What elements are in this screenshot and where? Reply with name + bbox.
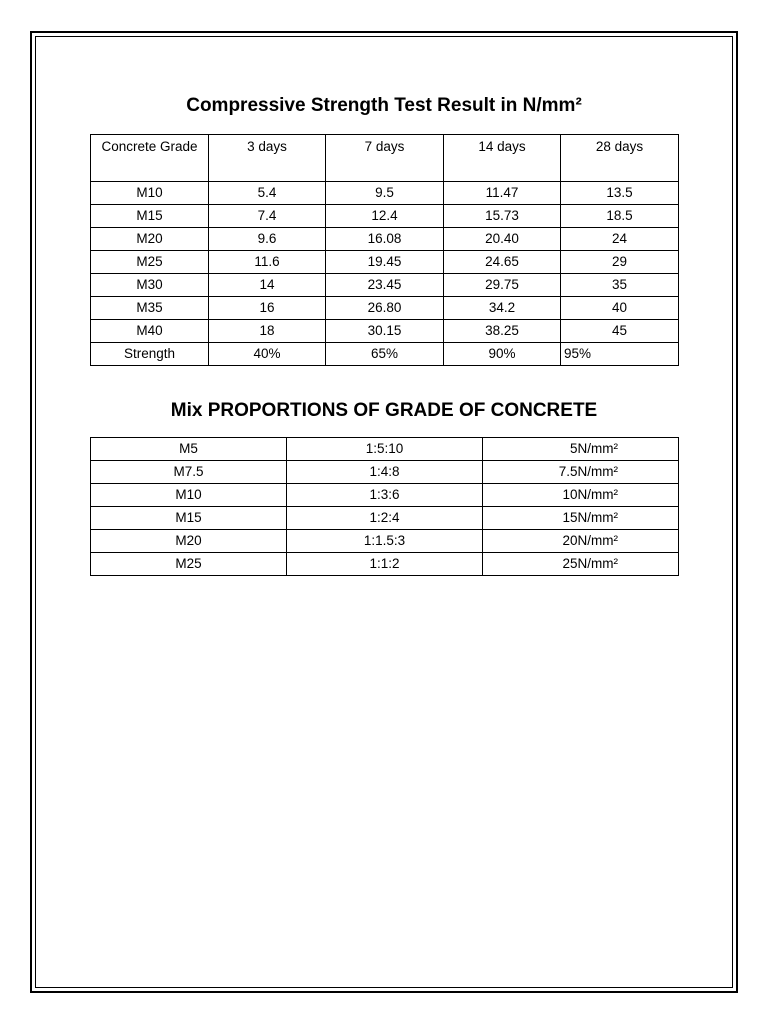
table-row [91,553,679,576]
grade-cell: M20 [91,530,287,553]
table-row [91,182,679,205]
value-cell: 16 [209,297,326,320]
grade-cell: M25 [91,251,209,274]
strength-cell: 15N/mm² [483,507,679,530]
value-cell: 13.5 [561,182,679,205]
strength-label: Strength [91,343,209,366]
grade-cell: M25 [91,553,287,576]
ratio-cell: 1:1:2 [287,553,483,576]
compressive-strength-table [90,134,679,366]
table-header-row [91,135,679,182]
grade-cell: M10 [91,182,209,205]
grade-cell: M30 [91,274,209,297]
strength-cell: 5N/mm² [483,438,679,461]
ratio-cell: 1:2:4 [287,507,483,530]
value-cell: 30.15 [326,320,444,343]
header-3-days: 3 days [209,135,326,182]
table-row [91,274,679,297]
table-row [91,205,679,228]
grade-cell: M5 [91,438,287,461]
value-cell: 45 [561,320,679,343]
value-cell: 11.6 [209,251,326,274]
value-cell: 38.25 [444,320,561,343]
ratio-cell: 1:1.5:3 [287,530,483,553]
value-cell: 9.5 [326,182,444,205]
value-cell: 7.4 [209,205,326,228]
strength-cell: 20N/mm² [483,530,679,553]
table-row [91,507,679,530]
grade-cell: M15 [91,507,287,530]
value-cell: 35 [561,274,679,297]
header-7-days: 7 days [326,135,444,182]
strength-row [91,343,679,366]
table-row [91,228,679,251]
value-cell: 29.75 [444,274,561,297]
value-cell: 34.2 [444,297,561,320]
value-cell: 26.80 [326,297,444,320]
value-cell: 19.45 [326,251,444,274]
strength-cell: 25N/mm² [483,553,679,576]
table-row [91,530,679,553]
percent-cell: 90% [444,343,561,366]
value-cell: 18.5 [561,205,679,228]
value-cell: 20.40 [444,228,561,251]
value-cell: 14 [209,274,326,297]
table-row [91,320,679,343]
mix-proportions-table [90,437,679,576]
percent-cell: 65% [326,343,444,366]
grade-cell: M20 [91,228,209,251]
value-cell: 29 [561,251,679,274]
percent-cell: 95% [561,343,679,366]
value-cell: 9.6 [209,228,326,251]
value-cell: 12.4 [326,205,444,228]
grade-cell: M40 [91,320,209,343]
header-concrete-grade: Concrete Grade [91,135,209,182]
compressive-strength-title: Compressive Strength Test Result in N/mm² [186,95,582,116]
grade-cell: M15 [91,205,209,228]
strength-cell: 7.5N/mm² [483,461,679,484]
value-cell: 40 [561,297,679,320]
table-row [91,251,679,274]
percent-cell: 40% [209,343,326,366]
strength-cell: 10N/mm² [483,484,679,507]
value-cell: 15.73 [444,205,561,228]
grade-cell: M7.5 [91,461,287,484]
ratio-cell: 1:3:6 [287,484,483,507]
value-cell: 18 [209,320,326,343]
header-14-days: 14 days [444,135,561,182]
value-cell: 5.4 [209,182,326,205]
table-row [91,297,679,320]
grade-cell: M10 [91,484,287,507]
table-row [91,461,679,484]
mix-proportions-title: Mix PROPORTIONS OF GRADE OF CONCRETE [170,400,598,421]
table-row [91,484,679,507]
ratio-cell: 1:4:8 [287,461,483,484]
grade-cell: M35 [91,297,209,320]
table-row [91,438,679,461]
value-cell: 16.08 [326,228,444,251]
value-cell: 11.47 [444,182,561,205]
value-cell: 24.65 [444,251,561,274]
ratio-cell: 1:5:10 [287,438,483,461]
header-28-days: 28 days [561,135,679,182]
value-cell: 23.45 [326,274,444,297]
value-cell: 24 [561,228,679,251]
